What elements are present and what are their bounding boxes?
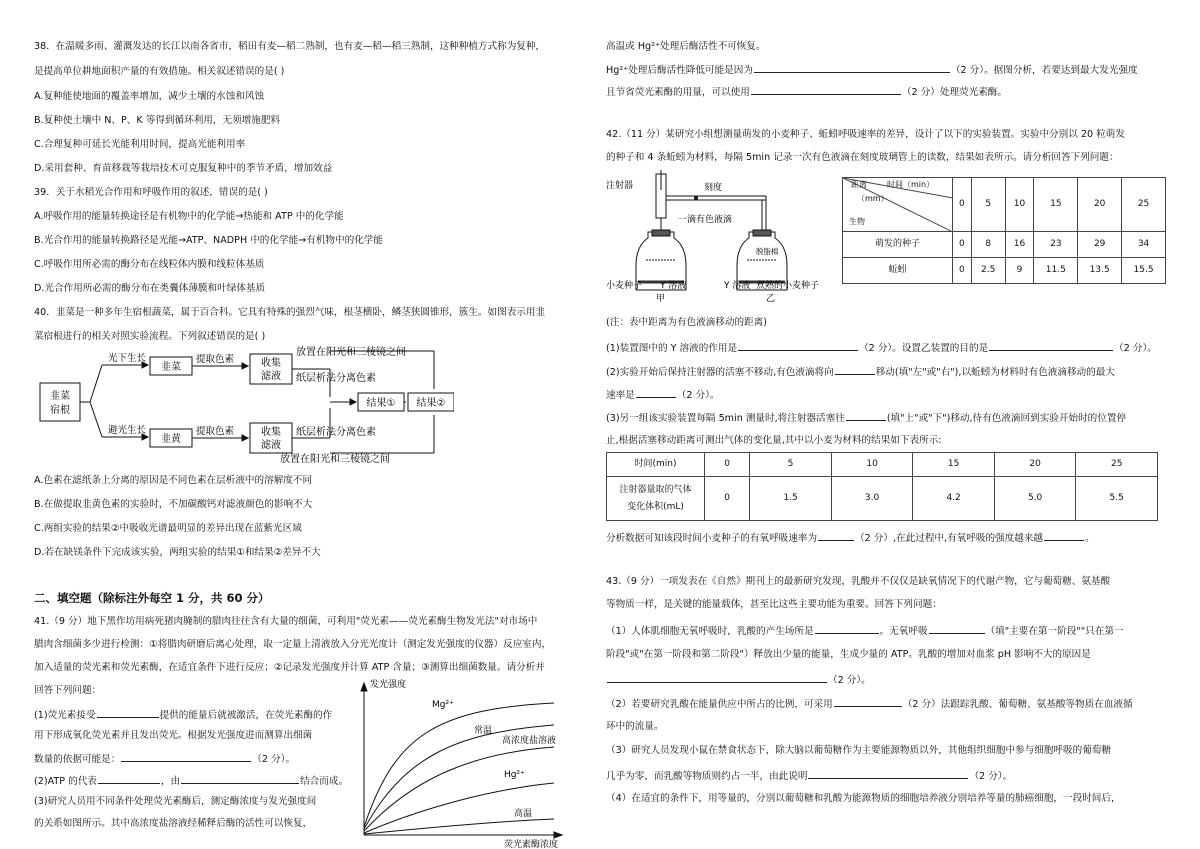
table2-header: 20	[994, 453, 1076, 477]
right-column	[606, 0, 1168, 849]
table1-header: 10	[1005, 178, 1034, 232]
graph-xlabel: 荧光素酶浓度	[504, 840, 559, 849]
q41-part1-line-3: 数量的依据可能是： （2 分）。	[34, 754, 296, 765]
q40-option-c: C.两组实验的结果②中吸收光谱最明显的差异出现在蓝紫光区域	[34, 523, 302, 534]
app-wheat-label: 小麦种子	[606, 281, 643, 291]
table-row: 注射器量取的气体 变化体积(mL) 0 1.5 3.0 4.2 5.0 5.5	[607, 477, 1158, 521]
q42-part4-line: 分析数据可知该段时间小麦种子的有氧呼吸速率为 （2 分）,在此过程中,有氧呼吸的强度越来越 。	[606, 533, 1095, 544]
table2-header: 5	[750, 453, 832, 477]
q43-part1-line-3: （2 分）。	[606, 674, 871, 686]
table2-header: 0	[705, 453, 750, 477]
table1-diag-cell: 距离 时间（min） （mm） 生物	[843, 178, 953, 232]
table2-header: 15	[913, 453, 995, 477]
label-hg: Hg²⁺	[504, 770, 525, 780]
q43-line-1: 43.（9 分）一项发表在《自然》期刊上的最新研究发现，乳酸并不仅仅是缺氧情况下的代谢产物，它与葡萄糖、氨基酸	[606, 576, 1111, 587]
q41-part3-line: (3)研究人员用不同条件处理荧光素酶后，测定酶浓度与发光强度间	[34, 796, 317, 807]
answer-blank[interactable]	[751, 86, 901, 95]
table1-header: 0	[953, 178, 972, 232]
q39-option-a: A.呼吸作用的能量转换途径是有机物中的化学能→热能和 ATP 中的化学能	[34, 211, 344, 222]
q38-option-c: C.合理复种可延长光能利用时间，提高光能利用率	[34, 139, 246, 150]
flow-light-label: 光下生长	[108, 353, 147, 364]
q42-apparatus	[606, 170, 831, 302]
answer-blank[interactable]	[181, 775, 299, 784]
app-ysol2-label: Y 溶液	[724, 281, 751, 291]
app-ysol-label: Y 溶液	[660, 281, 687, 291]
q38-stem-2: 是提高单位耕地面积产量的有效措施。相关叙述错误的是( )	[34, 66, 285, 77]
table2-header: 25	[1076, 453, 1158, 477]
q43-part3-line-2: 几乎为零，而乳酸等物质则约占一半，由此说明 （2 分）。	[606, 771, 1013, 782]
q41-cont-2: Hg²⁺处理后酶活性降低可能是因为 （2 分）。据图分析，若要达到最大发光强度	[606, 65, 1138, 76]
q42-table-2	[606, 452, 1158, 521]
answer-blank[interactable]	[818, 532, 854, 541]
q38-option-d: D.采用套种、育苗移栽等栽培技术可克服复种中的季节矛盾，增加效益	[34, 163, 333, 174]
q40-option-a: A.色素在滤纸条上分离的原因是不同色素在层析液中的溶解度不同	[34, 475, 313, 486]
q43-part2-line: （2）若要研究乳酸在能量供应中所占的比例，可采用 （2 分）法跟踪乳酸、葡萄糖、氨基酸等物质在血液循	[606, 699, 1133, 710]
flow-dark-label: 避光生长	[108, 425, 147, 436]
flow-chrom-label-2: 纸层析法分离色素	[296, 427, 376, 438]
table1-header: 20	[1078, 178, 1122, 232]
app-yi-label: 乙	[766, 294, 776, 302]
table-row: 蚯蚓 0 2.5 9 11.5 13.5 15.5	[843, 258, 1166, 284]
answer-blank[interactable]	[808, 770, 968, 779]
q41-enzyme-graph	[354, 677, 569, 849]
table1-header: 5	[971, 178, 1005, 232]
q39-option-b: B.光合作用的能量转换路径是光能→ATP、NADPH 中的化学能→有机物中的化学能	[34, 235, 383, 246]
flow-root-label-1: 韭菜	[50, 391, 70, 402]
flow-collect-2a: 收集	[261, 427, 281, 438]
answer-blank[interactable]	[738, 342, 858, 351]
answer-blank[interactable]	[929, 625, 985, 634]
q41-cont-3: 且节省荧光素酶的用量，可以使用 （2 分）处理荧光素酶。	[606, 87, 1007, 98]
answer-blank[interactable]	[815, 625, 879, 634]
app-syringe-label: 注射器	[606, 181, 634, 191]
flow-jiuhuang-label: 韭黄	[161, 434, 181, 445]
q43-part3-line: （3）研究人员发现小鼠在禁食状态下，除大脑以葡萄糖作为主要能源物质以外，其他组织细胞中参与细胞呼吸的葡萄糖	[606, 745, 1111, 756]
answer-blank[interactable]	[989, 342, 1113, 351]
q40-flow-diagram	[34, 345, 454, 465]
q41-line-1: 41.（9 分）地下黑作坊用病死猪肉腌制的腊肉往往含有大量的细菌，可利用"荧光素——荧光素酶生物发光法"对市场中	[34, 616, 538, 627]
q41-line-4: 回答下列问题：	[34, 685, 102, 696]
q42-table-1	[842, 177, 1166, 284]
left-column	[34, 0, 594, 849]
q43-part1-line-2: 阶段"或"在第一阶段和第二阶段"）释放出少量的能量，生成少量的 ATP。乳酸的增加对血浆 pH 影响不大的原因是	[606, 649, 1091, 660]
answer-blank[interactable]	[1044, 532, 1084, 541]
q40-stem-1: 40．韭菜是一种多年生宿根蔬菜，属于百合科。它具有特殊的强烈气味，根茎横卧，鳞茎狭圆锥形，簇生。如图表示用韭	[34, 307, 546, 318]
table2-header: 时间(min)	[607, 453, 705, 477]
answer-blank[interactable]	[636, 389, 676, 398]
flow-extract-label-1: 提取色素	[196, 354, 235, 365]
table1-header: 15	[1034, 178, 1078, 232]
q42-part2-line: (2)实验开始后保持注射器的活塞不移动,有色液滴将向 移动(填"左"或"右"),以蚯蚓为材料时有色液滴移动的最大	[606, 367, 1115, 378]
q42-line-2: 的种子和 4 条蚯蚓为材料，每隔 5min 记录一次有色液滴在刻度玻璃管上的读数，结果如表所示。请分析回答下列问题：	[606, 152, 1119, 163]
q41-line-2: 腊肉含细菌多少进行检测：①将腊肉研磨后离心处理，取一定量上清液放入分光光度计（测定发光强度的仪器）反应室内，	[34, 639, 552, 650]
section-heading: 二、填空题（除标注外每空 1 分，共 60 分）	[34, 591, 270, 605]
flow-collect-1b: 滤液	[261, 371, 281, 382]
app-drop-label: 一滴有色液滴	[678, 215, 733, 225]
q42-part3-line-2: 止,根据活塞移动距离可测出气体的变化量,其中以小麦为材料的结果如下表所示:	[606, 435, 942, 446]
answer-blank[interactable]	[121, 753, 251, 762]
flow-bottom-note: 放置在阳光和三棱镜之间	[280, 454, 390, 465]
q39-option-c: C.呼吸作用所必需的酶分布在线粒体内膜和线粒体基质	[34, 259, 265, 270]
q38-option-a: A.复种能使地面的覆盖率增加，减少土壤的水蚀和风蚀	[34, 91, 265, 102]
answer-blank[interactable]	[97, 709, 159, 718]
flow-top-note: 放置在阳光和三棱镜之间	[296, 347, 406, 358]
answer-blank[interactable]	[846, 412, 886, 421]
q40-option-b: B.在做提取韭黄色素的实验时，不加碳酸钙对滤液颜色的影响不大	[34, 499, 313, 510]
q42-part1-line: (1)装置图中的 Y 溶液的作用是 （2 分）。设置乙装置的目的是 （2 分）。	[606, 343, 1157, 354]
flow-collect-2b: 滤液	[261, 440, 281, 451]
q41-part1-line-2: 用下形成氧化荧光素并且发出荧光。根据发光强度进而测算出细菌	[34, 730, 313, 741]
q43-part4-line: （4）在适宜的条件下，用等量的，分别以葡萄糖和乳酸为能源物质的细胞培养液分别培养等量的肺癌细胞，一段时间后，	[606, 793, 1121, 804]
app-boiled-label: 煮熟的小麦种子	[756, 281, 820, 291]
app-cotton-label: 脱脂棉	[756, 247, 779, 256]
flow-result2-label: 结果②	[416, 398, 446, 409]
flow-root-label-2: 宿根	[50, 405, 70, 416]
answer-blank[interactable]	[98, 775, 160, 784]
flow-extract-label-2: 提取色素	[196, 426, 235, 437]
q41-part3-line-2: 的关系如图所示。其中高浓度盐溶液经稀释后酶的活性可以恢复，	[34, 818, 313, 829]
label-high-temp: 高温	[514, 809, 533, 819]
q43-line-2: 等物质一样，是关键的能量载体，甚至比这些主要功能为重要。回答下列问题：	[606, 599, 942, 610]
q41-line-3: 加入适量的荧光素和荧光素酶，在适宜条件下进行反应；②记录发光强度并计算 ATP 含量；③测算出细菌数量。请分析并	[34, 662, 545, 673]
table1-header: 25	[1122, 178, 1166, 232]
q38-option-b: B.复种使土壤中 N、P、K 等得到循环利用，无须增施肥料	[34, 115, 281, 126]
table-row: 萌发的种子 0 8 16 23 29 34	[843, 232, 1166, 258]
q42-part3-line: (3)另一组该实验装置每隔 5min 测量时,将注射器活塞往 (填"上"或"下")移动,待有色液滴回到实验开始时的位置停	[606, 413, 1127, 424]
q42-line-1: 42.（11 分）某研究小组想测量萌发的小麦种子、蚯蚓呼吸速率的差异，设计了以下的实验装置。实验中分别以 20 粒萌发	[606, 129, 1125, 140]
q43-part2-line-2: 环中的流量。	[606, 721, 664, 732]
table2-header: 10	[831, 453, 913, 477]
q40-stem-2: 菜宿根进行的相关对照实验流程。下列叙述错误的是( )	[34, 331, 266, 342]
flow-collect-1a: 收集	[261, 358, 281, 369]
flow-chrom-label-1: 纸层析法分离色素	[296, 373, 376, 384]
app-scale-label: 刻度	[704, 183, 723, 193]
q39-option-d: D.光合作用所必需的酶分布在类囊体薄膜和叶绿体基质	[34, 283, 266, 294]
flow-result1-label: 结果①	[366, 398, 396, 409]
q38-stem-1: 38．在温暖多雨、灌溉发达的长江以南各省市，稻田有麦—稻二熟制，也有麦—稻—稻三熟制，这种种植方式称为复种，	[34, 41, 546, 52]
label-mg: Mg²⁺	[432, 700, 454, 710]
answer-blank[interactable]	[607, 674, 827, 683]
q41-part1-line: (1)荧光素接受 提供的能量后就被激活，在荧光素酶的作	[34, 710, 333, 721]
label-salt: 高浓度盐溶液	[502, 736, 557, 746]
q41-cont-1: 高温或 Hg²⁺处理后酶活性不可恢复。	[606, 41, 766, 52]
q40-option-d: D.若在缺镁条件下完成该实验，两组实验的结果①和结果②差异不大	[34, 547, 321, 558]
q39-stem: 39．关于水稻光合作用和呼吸作用的叙述，错误的是( )	[34, 187, 268, 198]
q43-part1-line: （1）人体肌细胞无氧呼吸时，乳酸的产生场所是 。无氧呼吸 （填"主要在第一阶段""只在第一	[606, 626, 1124, 637]
q41-part2-line: (2)ATP 的代表 ，由 结合而成。	[34, 776, 349, 787]
flow-jiucai-label: 韭菜	[161, 362, 181, 373]
answer-blank[interactable]	[835, 366, 875, 375]
q42-part2-line-2: 速率是 （2 分）。	[606, 390, 720, 401]
answer-blank[interactable]	[834, 698, 902, 707]
graph-ylabel: 发光强度	[370, 680, 407, 690]
answer-blank[interactable]	[754, 64, 950, 73]
app-jia-label: 甲	[656, 294, 666, 302]
label-normal: 常温	[474, 726, 493, 736]
q42-note: (注：表中距离为有色液滴移动的距离)	[606, 317, 767, 328]
